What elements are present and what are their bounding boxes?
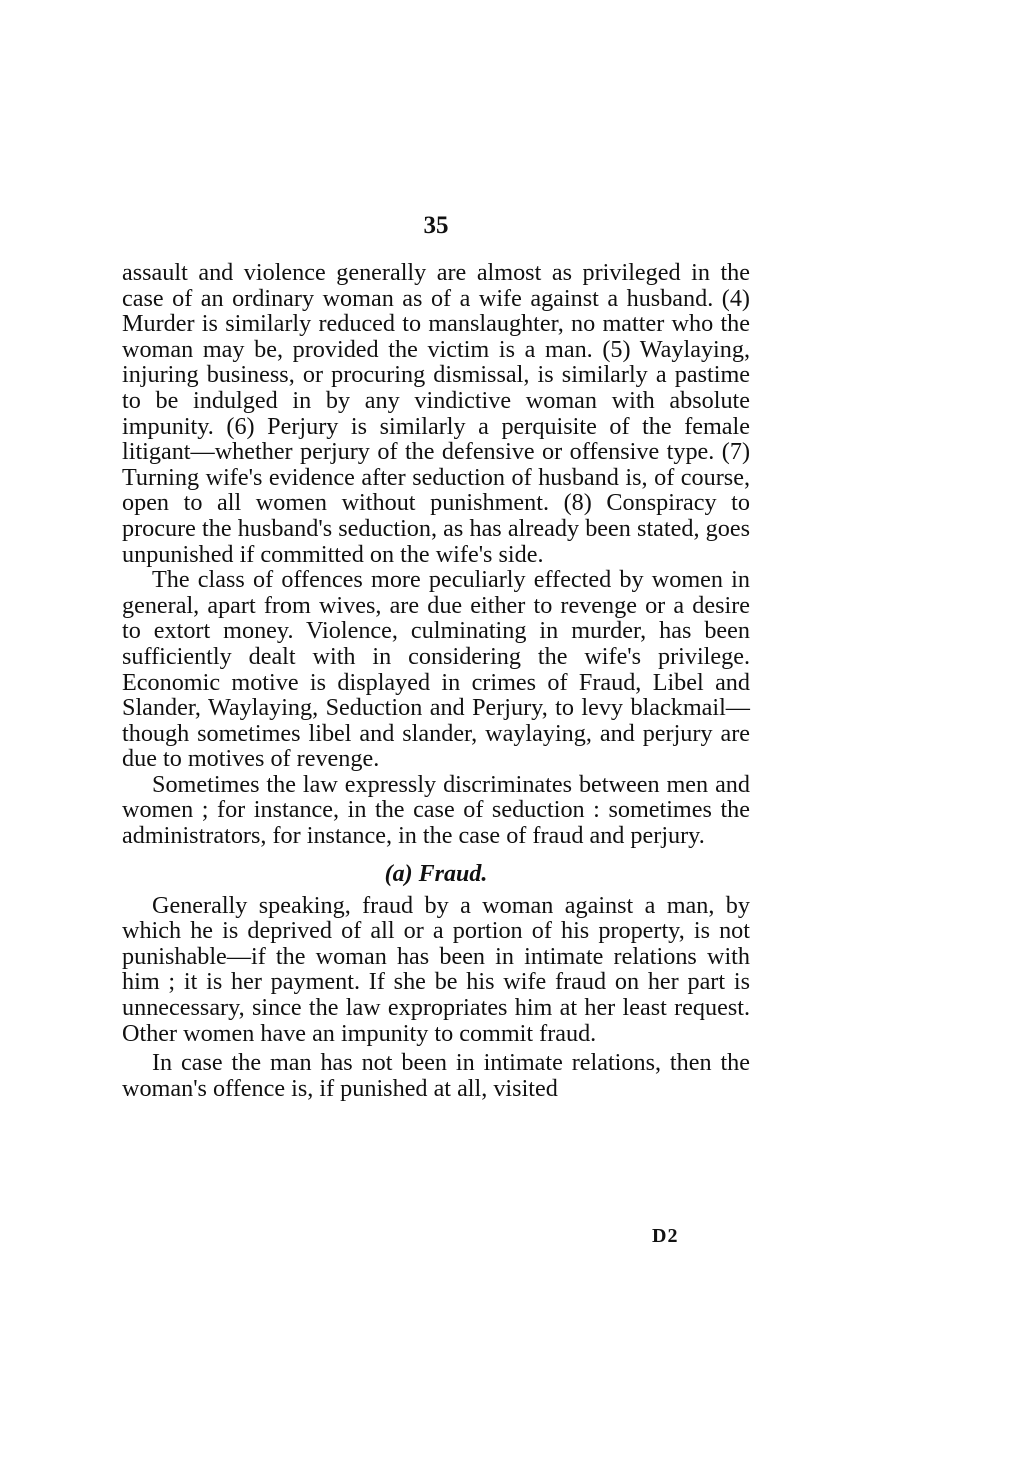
body-text [122, 260, 750, 1101]
section-heading-fraud: (a) Fraud. [384, 860, 488, 887]
paragraph-1: assault and violence generally are almost as privileged in the case of an ordinary woman as of a wife against a husband. (4) Murder is similarly reduced to manslaughter, no matter who the woman may be, provided the victim is a man. (5) Waylaying, injuring business, or procuring dismissal, is similarly a pastime to be indulged in by any vindictive woman with absolute impunity. (6) Perjury is similarly a perquisite of the female litigant—whether perjury of the defensive or offensive type. (7) Turning wife's evidence after seduction of husband is, of course, open to all women without punishment. (8) Conspiracy to procure the husband's seduction, as has already been stated, goes unpunished if committed on the wife's side. [122, 259, 750, 568]
fraud-paragraph-1: Generally speaking, fraud by a woman against a man, by which he is deprived of all or a portion of his property, is not punishable—if the woman has been in intimate relations with him ; it is her payment. If she be his wife fraud on her part is unnecessary, since the law expropriates him at her least request. Other women have an impunity to commit fraud. [122, 891, 750, 1047]
book-page [122, 0, 750, 1469]
fraud-paragraph-2: In case the man has not been in intimate relations, then the woman's offence is, if punished at all, visited [122, 1049, 750, 1102]
signature-mark: D2 [652, 1225, 679, 1247]
paragraph-3: Sometimes the law expressly discriminates between men and women ; for instance, in the case of seduction : sometimes the administrators, for instance, in the case of fraud and perjury. [122, 770, 750, 850]
paragraph-2: The class of offences more peculiarly effected by women in general, apart from wives, are due either to revenge or a desire to extort money. Violence, culminating in murder, has been sufficiently dealt with in considering the wife's privilege. Economic motive is displayed in crimes of Fraud, Libel and Slander, Waylaying, Seduction and Perjury, to levy blackmail—though sometimes libel and slander, waylaying, and perjury are due to motives of revenge. [122, 566, 750, 773]
page-number: 35 [423, 212, 449, 239]
